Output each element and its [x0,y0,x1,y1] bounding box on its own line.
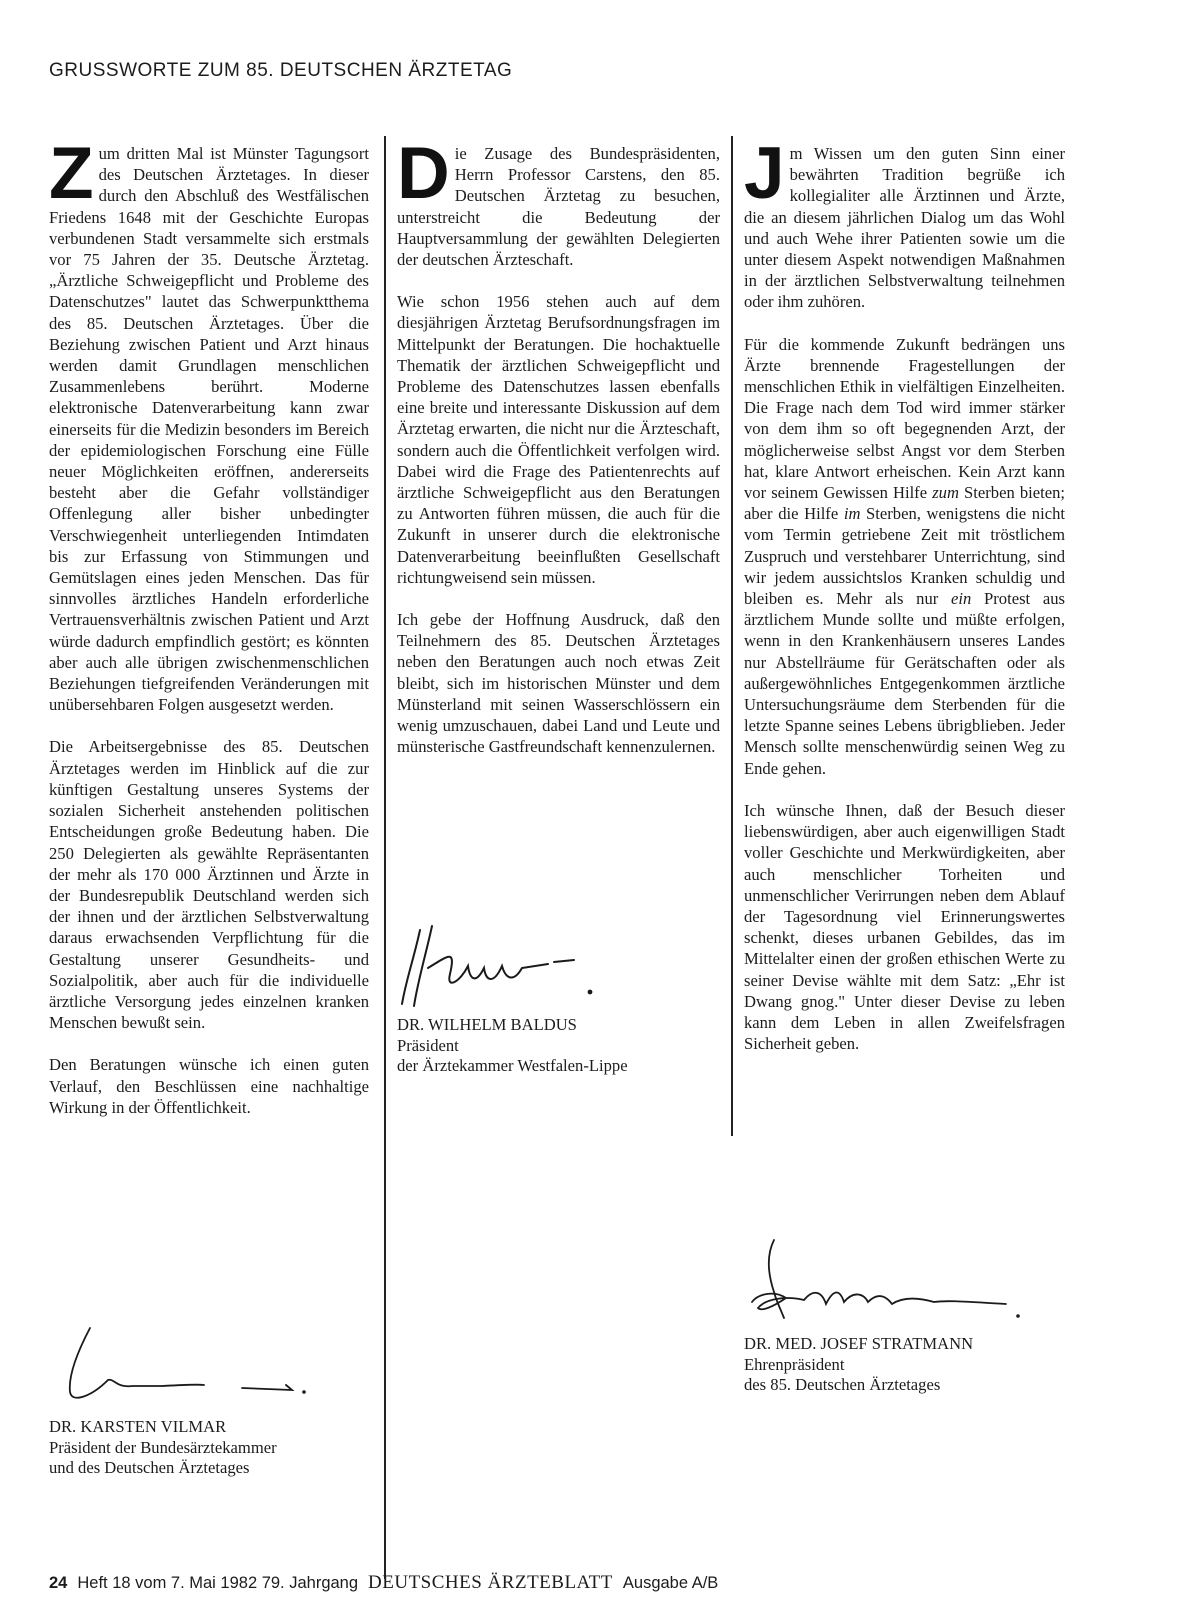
page-footer [49,1572,718,1594]
signature-baldus [398,918,628,1013]
greeting-stratmann [744,133,1065,1075]
drop-cap: J [744,133,785,214]
paragraph: Zum dritten Mal ist Münster Tagungsort des Deutschen Ärztetages. In dieser durch den Abschluß des Westfälischen Friedens 1648 mit der Geschichte Europas verbundenen Stadt versammelte sich erstmals vor 75 Jahren der 35. Deutsche Ärztetag. „Ärztliche Schweigepflicht und Probleme des Datenschutzes" lautet das Schwerpunktthema des 85. Deutschen Ärztetages. Über die Beziehung zwischen Patient und Arzt hinaus werden damit Grundlagen menschlichen Zusammenlebens berührt. Moderne elektronische Datenverarbeitung kann zwar einerseits für die Medizin besonders im Bereich der epidemiologischen Forschung eine Fülle neuer Möglichkeiten eröffnen, andererseits besteht aber die Gefahr vollständiger Offenlegung aller bisher unbedingter Verschwiegenheit unterliegenden Intimdaten bis zur Erfassung von Stimmungen und Gemütslagen eines jeden Menschen. Das für sinnvolles ärztliches Handeln erforderliche Vertrauensverhältnis zwischen Patient und Arzt würde dadurch empfindlich gestört; es könnten aber auch alle übrigen zwischenmenschlichen Beziehungen tiefgreifenden Veränderungen mit unübersehbaren Folgen ausgesetzt werden. [49,133,369,715]
signatory-title: Präsident [397,1035,459,1055]
signature-block-baldus [397,1015,628,1077]
issue-info: Heft 18 vom 7. Mai 1982 79. Jahrgang [77,1574,359,1592]
drop-cap: D [397,133,450,214]
journal-title: DEUTSCHES ÄRZTEBLATT [368,1572,613,1593]
paragraph: Die Arbeitsergebnisse des 85. Deutschen Ärztetages werden im Hinblick auf die zur künftigen Gestaltung unseres Systems der sozialen Sicherheit anstehenden politischen Entscheidungen große Bedeutung haben. Die 250 Delegierten als gewählte Repräsentanten der mehr als 170 000 Ärztinnen und Ärzte in der Bundesrepublik Deutschland werden sich der ihnen und der ärztlichen Selbstverwaltung daraus erwachsenden Verpflichtung für die Gestaltung unserer Gesundheits- und Sozialpolitik, aber auch für die individuelle ärztliche Versorgung jedes einzelnen kranken Menschen bewußt sein. [49,737,369,1033]
paragraph: Ich gebe der Hoffnung Ausdruck, daß den Teilnehmern des 85. Deutschen Ärztetages neben den Beratungen auch noch etwas Zeit bleibt, sich im historischen Münster und dem Münsterland mit seinen Wasserschlössern ein wenig umzuschauen, dabei Land und Leute und münsterische Gastfreundschaft kennenzulernen. [397,610,720,757]
signatory-name: DR. KARSTEN VILMAR [49,1417,227,1436]
signatory-title: der Ärztekammer Westfalen-Lippe [397,1056,628,1075]
paragraph: Die Zusage des Bundespräsidenten, Herrn Professor Carstens, den 85. Deutschen Ärztetag zu besuchen, unterstreicht die Bedeutung der Hauptversammlung der gewählten Delegierten der deutschen Ärzteschaft. [397,133,720,270]
signatory-title: Präsident der Bundesärztekammer [49,1437,277,1457]
paragraph: Ich wünsche Ihnen, daß der Besuch dieser liebenswürdigen, aber auch eigenwilligen Stadt voller Geschichte und Merkwürdigkeiten, aber auch menschlicher Torheiten und unmenschlicher Verirrungen neben dem Ablauf der Tagesordnung viel Erinnerungswertes schenkt, dieses urbanen Gebildes, das im Mittelalter einen der großen ethischen Werte zu seiner Devise wählte mit dem Satz: „Ehr ist Dwang gnog." Unter dieser Devise zu leben kann dem Leben in allen Zweifelsfragen Sicherheit geben. [744,800,1065,1054]
signatory-name: DR. MED. JOSEF STRATMANN [744,1334,974,1353]
page-header: GRUSSWORTE ZUM 85. DEUTSCHEN ÄRZTETAG [49,60,513,81]
paragraph: Den Beratungen wünsche ich einen guten Verlauf, den Beschlüssen eine nachhaltige Wirkung in der Öffentlichkeit. [49,1055,369,1117]
drop-cap: Z [49,133,94,214]
signature-block-stratmann [744,1334,973,1396]
paragraph: Wie schon 1956 stehen auch auf dem diesjährigen Ärztetag Berufsordnungsfragen im Mittelpunkt der Beratungen. Die hochaktuelle Thematik der ärztlichen Schweigepflicht und Probleme des Datenschutzes lassen ebenfalls eine breite und interessante Diskussion auf dem Ärztetag erwarten, die nicht nur die Ärzteschaft, sondern auch die Öffentlichkeit verfolgen wird. Dabei wird die Frage des Patientenrechts auf ärztliche Schweigepflicht aus den Beratungen zu Antworten führen müssen, die auch für die Zukunft in unserer durch die elektronische Datenverarbeitung beeinflußten Gesellschaft richtungweisend sein müssen. [397,292,720,587]
signatory-title: des 85. Deutschen Ärztetages [744,1375,941,1394]
signature-block-vilmar [49,1417,277,1479]
paragraph: Jm Wissen um den guten Sinn einer bewährten Tradition begrüße ich kollegialiter alle Ärztinnen und Ärzte, die an diesem jährlichen Dialog um das Wohl und auch Wehe ihrer Patienten sowie um die unter diesem Aspekt notwendigen Maßnahmen in der ärztlichen Selbstverwaltung teilnehmen oder ihm zuhören. [744,133,1065,312]
signatory-title: und des Deutschen Ärztetages [49,1458,250,1477]
paragraph: Für die kommende Zukunft bedrängen uns Ärzte brennende Fragestellungen der menschlichen Ethik in vielfältigen Einzelheiten. Die Frage nach dem Tod wird immer stärker von dem ihm so oft begegnenden Arzt, der möglicherweise selbst Angst vor dem Sterben hat, klare Antwort erheischen. Kein Arzt kann vor seinem Gewissen Hilfe zum Sterben bieten; aber die Hilfe im Sterben, wenigstens die nicht vom Termin getriebene Zeit mit tröstlichem Zuspruch und verstehbarer Unterrichtung, sind wir jedem aussichtslos Kranken schuldig und bleiben es. Mehr als nur ein Protest aus ärztlichem Munde sollte und müßte erfolgen, wenn in den Krankenhäusern unseres Landes nur Abstellräume für Gerätschaften oder als außergewöhnliches Entgegenkommen ärztliche Untersuchungsräume dem Sterbenden für die letzte Spanne seines Lebens übrigblieben. Jeder Mensch sollte menschenwürdig seinen Weg zu Ende gehen. [744,334,1065,778]
greeting-vilmar [49,133,369,1139]
signatory-name: DR. WILHELM BALDUS [397,1015,577,1034]
signatory-title: Ehrenpräsident [744,1354,845,1374]
page-number: 24 [49,1574,68,1592]
column-divider [384,136,386,1579]
greeting-baldus [397,133,720,778]
edition-info: Ausgabe A/B [622,1574,719,1592]
column-divider [731,136,733,1136]
signature-stratmann [744,1238,1064,1328]
signature-vilmar [52,1322,322,1412]
